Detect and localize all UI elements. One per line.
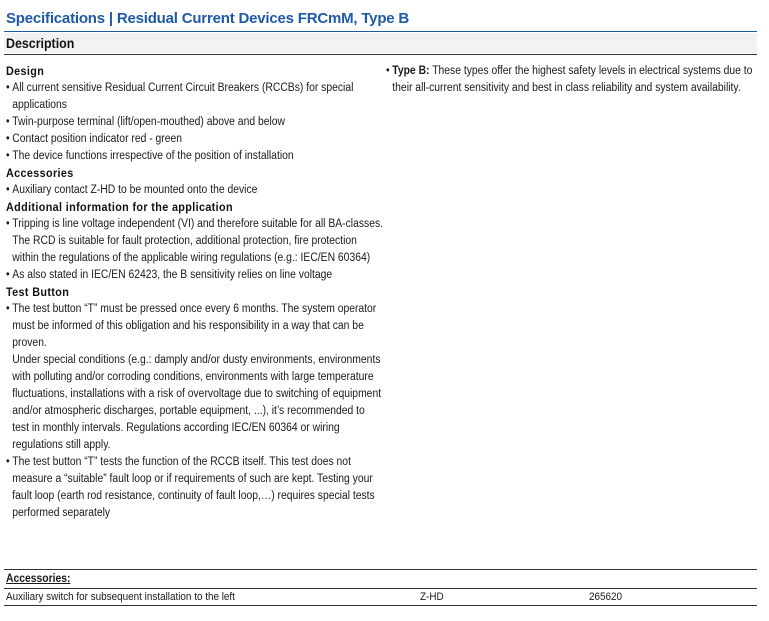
left-column-content [6, 63, 384, 522]
test-button-heading: Test Button [6, 285, 70, 299]
accessories-table-rule [4, 605, 757, 606]
type-b-text: These types offer the highest safety levels in electrical systems due to their all-current sensitivity and best in class reliability and system availability. [392, 65, 753, 94]
list-item: • Twin-purpose terminal (lift/open-mouthed) above and below [6, 114, 384, 131]
type-b-label: Type B: [392, 65, 430, 77]
description-heading: Description [6, 36, 75, 51]
accessories-table-title: Accessories: [6, 573, 71, 585]
test-button-list [6, 301, 384, 522]
description-rule [4, 54, 757, 55]
paragraph: The RCD is suitable for fault protection, additional protection, fire protection within the regulations of the applicable wiring regulations (e.g.: IEC/EN 60364) [12, 235, 371, 264]
list-item: • The device functions irrespective of the position of installation [6, 148, 384, 165]
design-list [6, 80, 384, 165]
right-column [386, 63, 756, 97]
description-band [4, 33, 757, 53]
left-column [6, 63, 386, 522]
paragraph: Under special conditions (e.g.: damply and/or dusty environments, environments with polluting and/or corroding conditions, environments with large temperature fluctuations, installations with a risk of overvoltage due to switching of equipment and/or atmospheric discharges, portable equipment, ...), it’s recommended to test in monthly intervals. Regulations according IEC/EN 60364 or wiring regulations still apply. [12, 354, 382, 451]
list-item: • As also stated in IEC/EN 62423, the B sensitivity relies on line voltage [6, 267, 384, 284]
list-item [6, 301, 384, 454]
list-item [386, 63, 755, 97]
table-cell-article-number: 265620 [589, 591, 623, 603]
right-column-content [386, 63, 755, 97]
list-item: • The test button “T” tests the function of the RCCB itself. This test does not measure a “suitable” fault loop or if requirements of such are kept. Testing your fault loop (earth rod resistance, continuity of fault loop,…) requires special tests performed separately [6, 454, 384, 522]
accessories-heading: Accessories [6, 166, 74, 180]
table-row [4, 589, 757, 605]
list-item [6, 216, 384, 267]
title-rule [4, 31, 757, 32]
type-b-list [386, 63, 755, 97]
page-title: Specifications | Residual Current Devices FRCmM, Type B [6, 10, 410, 27]
list-item: • All current sensitive Residual Current Circuit Breakers (RCCBs) for special applications [6, 80, 384, 114]
additional-info-heading: Additional information for the application [6, 200, 233, 214]
design-heading: Design [6, 64, 45, 78]
paragraph: • Tripping is line voltage independent (VI) and therefore suitable for all BA-classes. [12, 218, 384, 230]
accessories-list [6, 182, 384, 199]
accessories-table-rule [4, 569, 757, 570]
paragraph: • The test button “T” must be pressed once every 6 months. The system operator must be informed of this obligation and his responsibility in a way that can be proven. [12, 303, 377, 349]
additional-info-list [6, 216, 384, 284]
table-cell-type: Z-HD [420, 591, 444, 603]
table-cell-description: Auxiliary switch for subsequent installation to the left [6, 591, 235, 603]
list-item: • Contact position indicator red - green [6, 131, 384, 148]
list-item: • Auxiliary contact Z-HD to be mounted onto the device [6, 182, 384, 199]
